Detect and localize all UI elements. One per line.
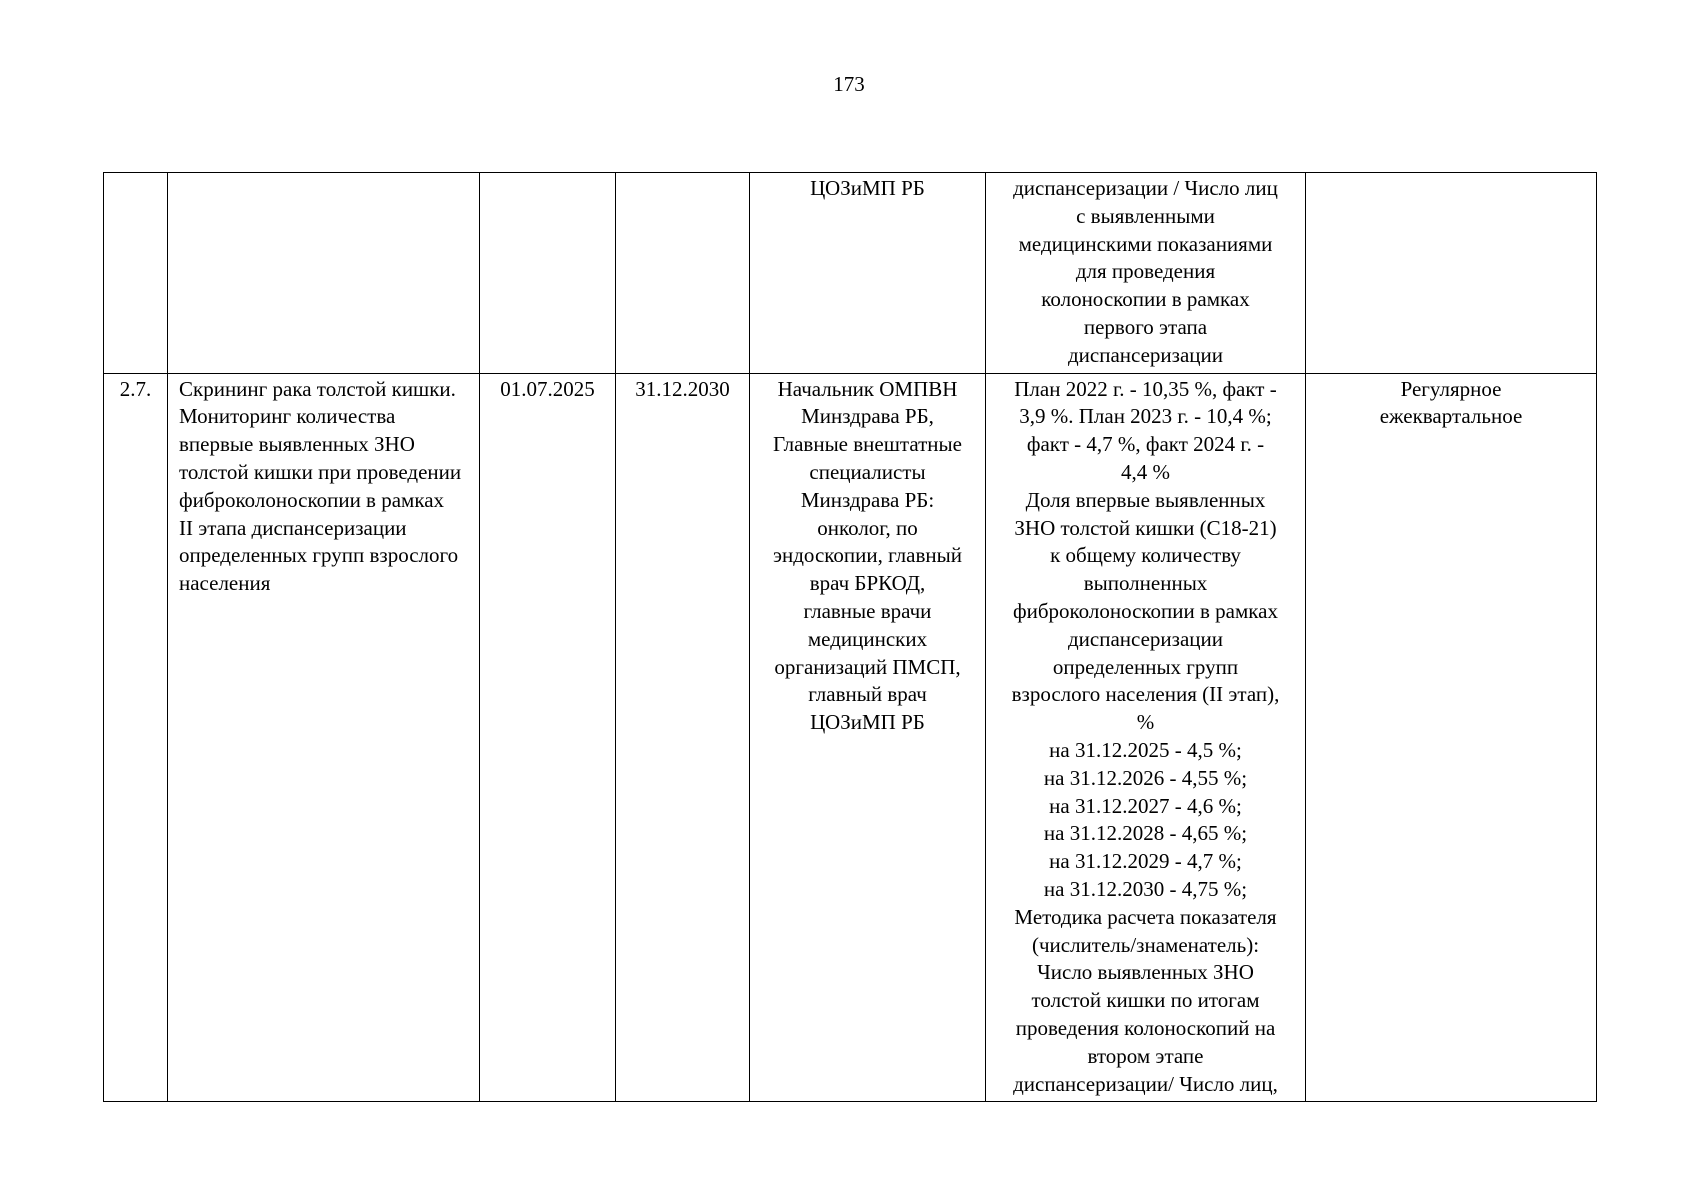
cell-number (104, 173, 168, 374)
text-line: врач БРКОД, (809, 571, 926, 596)
text-line: впервые выявленных ЗНО (179, 432, 415, 457)
cell-activity-name (168, 173, 480, 374)
text-line: фиброколоноскопии в рамках (179, 487, 445, 512)
text-line: Регулярное (1400, 376, 1502, 401)
text-line: Минздрава РБ: (800, 487, 935, 512)
text-line: выполненных (1083, 571, 1208, 596)
text-line: медицинскими показаниями (1018, 231, 1273, 256)
text-line: на 31.12.2028 - 4,65 %; (1043, 821, 1248, 846)
text-line: факт - 4,7 %, факт 2024 г. - (1026, 432, 1265, 457)
text-line: диспансеризации (1067, 626, 1223, 651)
cell-responsible (750, 373, 986, 1102)
cell-periodicity (1306, 173, 1597, 374)
text-line: Начальник ОМПВН (777, 376, 958, 401)
text-line: на 31.12.2029 - 4,7 %; (1049, 849, 1242, 874)
text-line: ежеквартальное (1379, 404, 1523, 429)
text-line: на 31.12.2027 - 4,6 %; (1049, 793, 1242, 818)
text-line: % (1136, 710, 1155, 735)
text-line: населения (179, 571, 271, 596)
text-line: толстой кишки при проведении (179, 459, 462, 484)
text-line: определенных групп взрослого (179, 543, 459, 568)
text-line: Главные внештатные (773, 432, 962, 457)
text-line: втором этапе (1087, 1043, 1204, 1068)
cell-end-date: 31.12.2030 (616, 373, 750, 1102)
text-line: ЦОЗиМП РБ (810, 176, 925, 200)
text-line: организаций ПМСП, (774, 654, 961, 679)
text-line: План 2022 г. - 10,35 %, факт - (1014, 376, 1277, 401)
text-line: Доля впервые выявленных (1025, 487, 1266, 512)
text-line: 3,9 %. План 2023 г. - 10,4 %; (1019, 404, 1272, 429)
table-row (104, 173, 1597, 374)
text-line: Число выявленных ЗНО (1037, 960, 1254, 985)
text-line: первого этапа (1083, 314, 1208, 339)
text-line: онколог, по (817, 515, 918, 540)
text-line: определенных групп (1052, 654, 1239, 679)
text-line: Минздрава РБ, (801, 404, 934, 429)
text-line: проведения колоноскопий на (1015, 1015, 1276, 1040)
text-line: диспансеризации (1067, 342, 1223, 367)
text-line: Скрининг рака толстой кишки. (179, 376, 456, 401)
cell-start-date: 01.07.2025 (480, 373, 616, 1102)
text-line: специалисты (809, 459, 926, 484)
text-line: эндоскопии, главный (773, 543, 962, 568)
table-row (104, 373, 1597, 1102)
text-line: главный врач (808, 682, 927, 707)
text-line: (числитель/знаменатель): (1031, 932, 1260, 957)
text-line: ЗНО толстой кишки (С18-21) (1014, 515, 1277, 540)
text-line: взрослого населения (II этап), (1011, 682, 1280, 707)
text-line: диспансеризации/ Число лиц, (1013, 1071, 1278, 1096)
cell-indicator (986, 173, 1306, 374)
cell-start-date (480, 173, 616, 374)
text-line: медицинских (807, 626, 928, 651)
text-line: фиброколоноскопии в рамках (1012, 598, 1279, 623)
plan-table (103, 172, 1597, 1102)
cell-activity-name (168, 373, 480, 1102)
text-line: Методика расчета показателя (1014, 904, 1277, 929)
text-line: 4,4 % (1121, 459, 1170, 484)
cell-indicator (986, 373, 1306, 1102)
text-line: II этапа диспансеризации (179, 515, 407, 540)
cell-end-date (616, 173, 750, 374)
text-line: ЦОЗиМП РБ (810, 710, 925, 735)
text-line: к общему количеству (1050, 543, 1241, 568)
text-line: на 31.12.2025 - 4,5 %; (1049, 737, 1242, 762)
text-line: Мониторинг количества (179, 404, 396, 429)
text-line: для проведения (1075, 259, 1216, 284)
text-line: на 31.12.2030 - 4,75 %; (1043, 876, 1248, 901)
cell-periodicity (1306, 373, 1597, 1102)
text-line: толстой кишки по итогам (1031, 988, 1260, 1013)
cell-responsible (750, 173, 986, 374)
text-line: главные врачи (803, 598, 932, 623)
text-line: на 31.12.2026 - 4,55 %; (1043, 765, 1248, 790)
text-line: колоноскопии в рамках (1041, 287, 1250, 312)
page-number: 173 (833, 72, 865, 96)
text-line: с выявленными (1076, 203, 1215, 228)
cell-number: 2.7. (104, 373, 168, 1102)
text-line: диспансеризации / Число лиц (1013, 176, 1278, 200)
